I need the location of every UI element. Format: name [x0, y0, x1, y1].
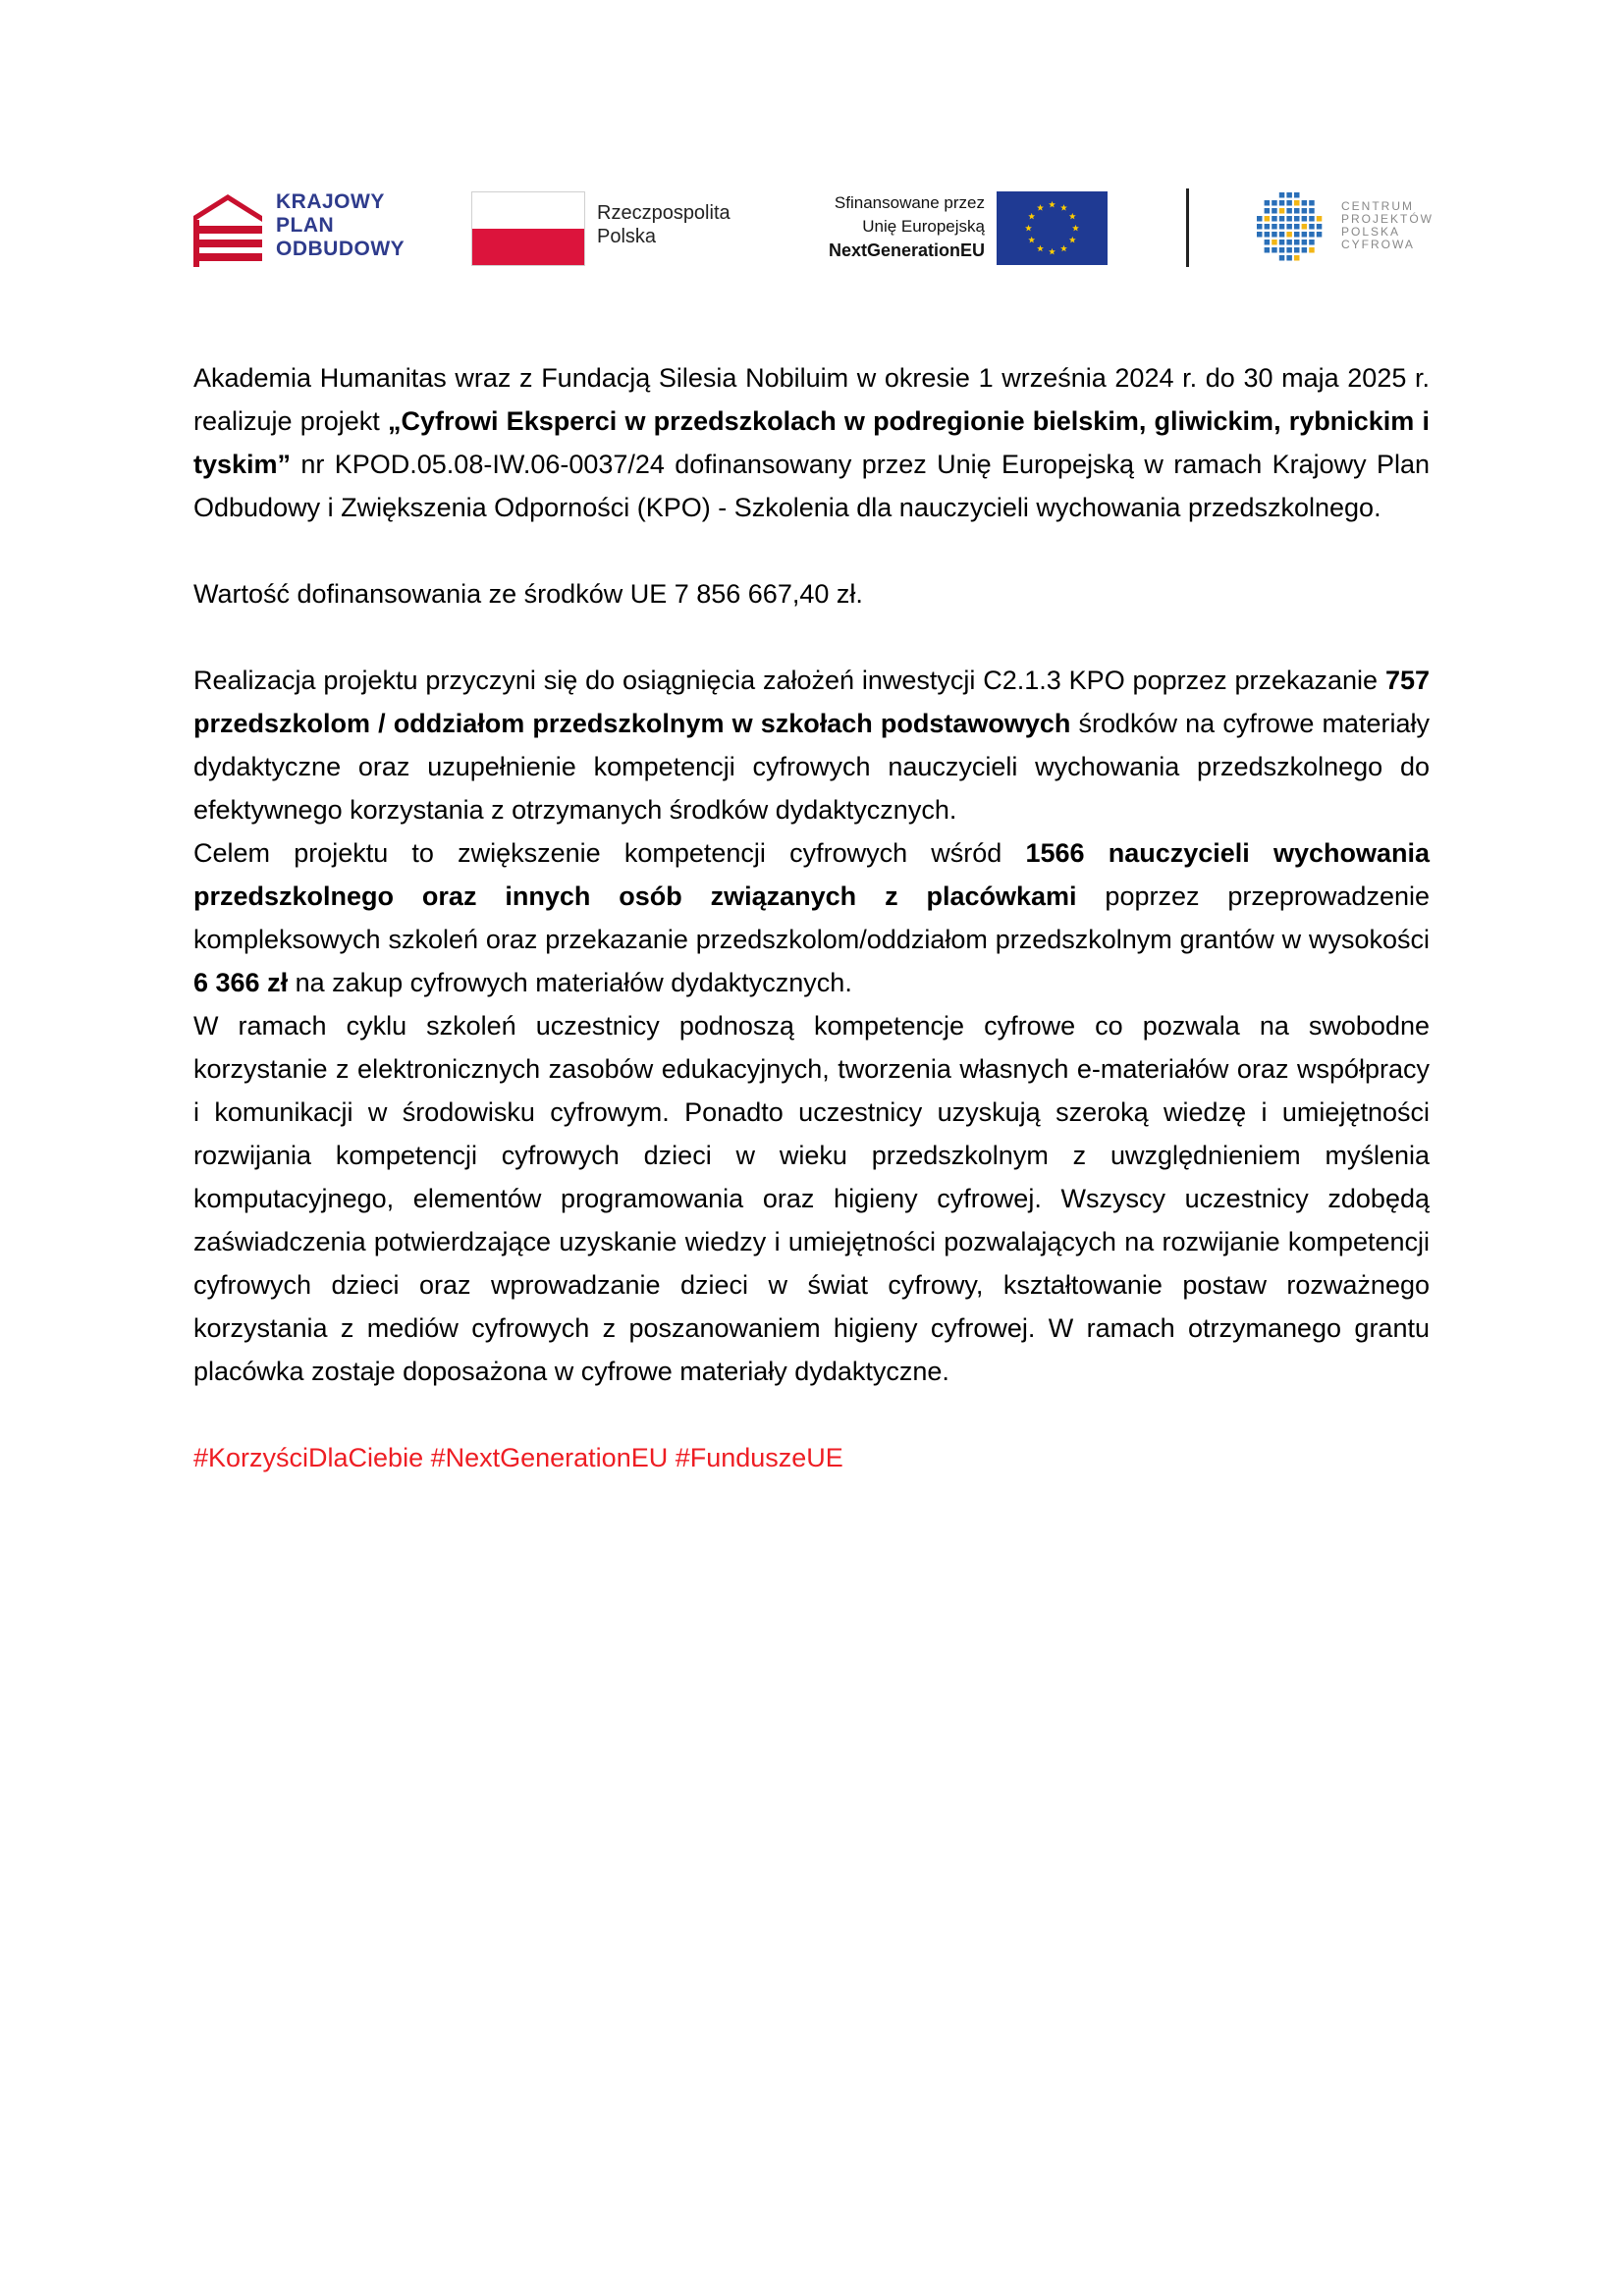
cppc-line-1: CENTRUM	[1341, 199, 1414, 213]
logo-separator	[1186, 188, 1189, 267]
project-intro-text: Akademia Humanitas wraz z Fundacją Silesia Nobiluim w okresie 1 września 2024 r. do 30 maja 2025 r. realizuje projekt	[193, 363, 1430, 436]
eu-flag-icon	[997, 191, 1108, 265]
polish-flag-icon	[471, 191, 585, 266]
cppc-emblem-icon	[1255, 190, 1326, 265]
paragraph-funding-value: Wartość dofinansowania ze środków UE 7 856 667,40 zł.	[193, 579, 863, 609]
rp-line-1: Rzeczpospolita	[597, 202, 731, 224]
cppc-line-3: POLSKA	[1341, 225, 1401, 239]
kpo-line-1: KRAJOWY	[276, 190, 385, 213]
cppc-line-2: PROJEKTÓW	[1341, 212, 1435, 226]
rp-logo-text	[597, 201, 731, 248]
paragraph-investment	[193, 659, 1430, 831]
goal-bold: 1566 nauczycieli wychowania przedszkolnego oraz innych osób związanych z placówkami	[193, 838, 1431, 911]
grant-amount: 6 366 zł	[193, 968, 289, 997]
eu-line-1: Sfinansowane przez	[834, 193, 985, 212]
paragraph-training: W ramach cyklu szkoleń uczestnicy podnoszą kompetencje cyfrowe co pozwala na swobodne korzystanie z elektronicznych zasobów edukacyjnych, tworzenia własnych e-materiałów oraz współpracy i komunikacji w środowisku cyfrowym. Ponadto uczestnicy uzyskują szeroką wiedzę i umiejętności rozwijania kompetencji cyfrowych dzieci w wieku przedszkolnym z uwzględnieniem myślenia komputacyjnego, elementów programowania oraz higieny cyfrowej. Wszyscy uczestnicy zdobędą zaświadczenia potwierdzające uzyskanie wiedzy i umiejętności pozwalających na rozwijanie kompetencji cyfrowych dzieci oraz wprowadzanie dzieci w świat cyfrowy, kształtowanie postaw rozważnego korzystania z mediów cyfrowych z poszanowaniem higieny cyfrowej. W ramach otrzymanego grantu placówka zostaje doposażona w cyfrowe materiały dydaktyczne.	[193, 1011, 1430, 1386]
logo-bar	[193, 188, 1450, 277]
project-title: „Cyfrowi Eksperci w przedszkolach w podregionie bielskim, gliwickim, rybnickim i tyskim”	[193, 406, 1431, 479]
kpo-line-2: PLAN	[276, 214, 335, 237]
project-intro-rest: nr KPOD.05.08-IW.06-0037/24 dofinansowany przez Unię Europejską w ramach Krajowy Plan Odbudowy i Zwiększenia Odporności (KPO) - Szkolenia dla nauczycieli wychowania przedszkolnego.	[193, 450, 1430, 522]
cppc-logo	[1255, 188, 1461, 277]
paragraph-goal	[193, 831, 1430, 1004]
investment-bold: 757 przedszkolom / oddziałom przedszkolnym w szkołach podstawowych	[193, 666, 1430, 738]
kpo-emblem-icon	[193, 190, 262, 269]
investment-intro: Realizacja projektu przyczyni się do osiągnięcia założeń inwestycji C2.1.3 KPO poprzez przekazanie	[193, 666, 1385, 695]
kpo-logo	[193, 188, 429, 277]
document-body	[193, 356, 1430, 1479]
goal-intro: Celem projektu to zwiększenie kompetencji cyfrowych wśród	[193, 838, 1026, 868]
eu-line-2: Unię Europejską	[862, 217, 985, 236]
investment-rest: środków na cyfrowe materiały dydaktyczne oraz uzupełnienie kompetencji cyfrowych nauczycieli wychowania przedszkolnego do efektywnego korzystania z otrzymanych środków dydaktycznych.	[193, 709, 1430, 825]
eu-logo	[804, 188, 1116, 277]
paragraph-project-intro	[193, 356, 1430, 529]
eu-logo-text	[804, 191, 985, 262]
eu-line-3: NextGenerationEU	[828, 240, 985, 260]
cppc-line-4: CYFROWA	[1341, 238, 1415, 251]
cppc-logo-text	[1341, 200, 1434, 251]
kpo-logo-text	[276, 190, 405, 261]
goal-middle: poprzez przeprowadzenie kompleksowych szkoleń oraz przekazanie przedszkolom/oddziałom przedszkolnym grantów w wysokości	[193, 881, 1430, 954]
rp-logo	[471, 188, 756, 277]
kpo-line-3: ODBUDOWY	[276, 238, 406, 260]
goal-rest: na zakup cyfrowych materiałów dydaktycznych.	[288, 968, 852, 997]
hashtags: #KorzyściDlaCiebie #NextGenerationEU #FunduszeUE	[193, 1443, 843, 1472]
rp-line-2: Polska	[597, 226, 657, 247]
